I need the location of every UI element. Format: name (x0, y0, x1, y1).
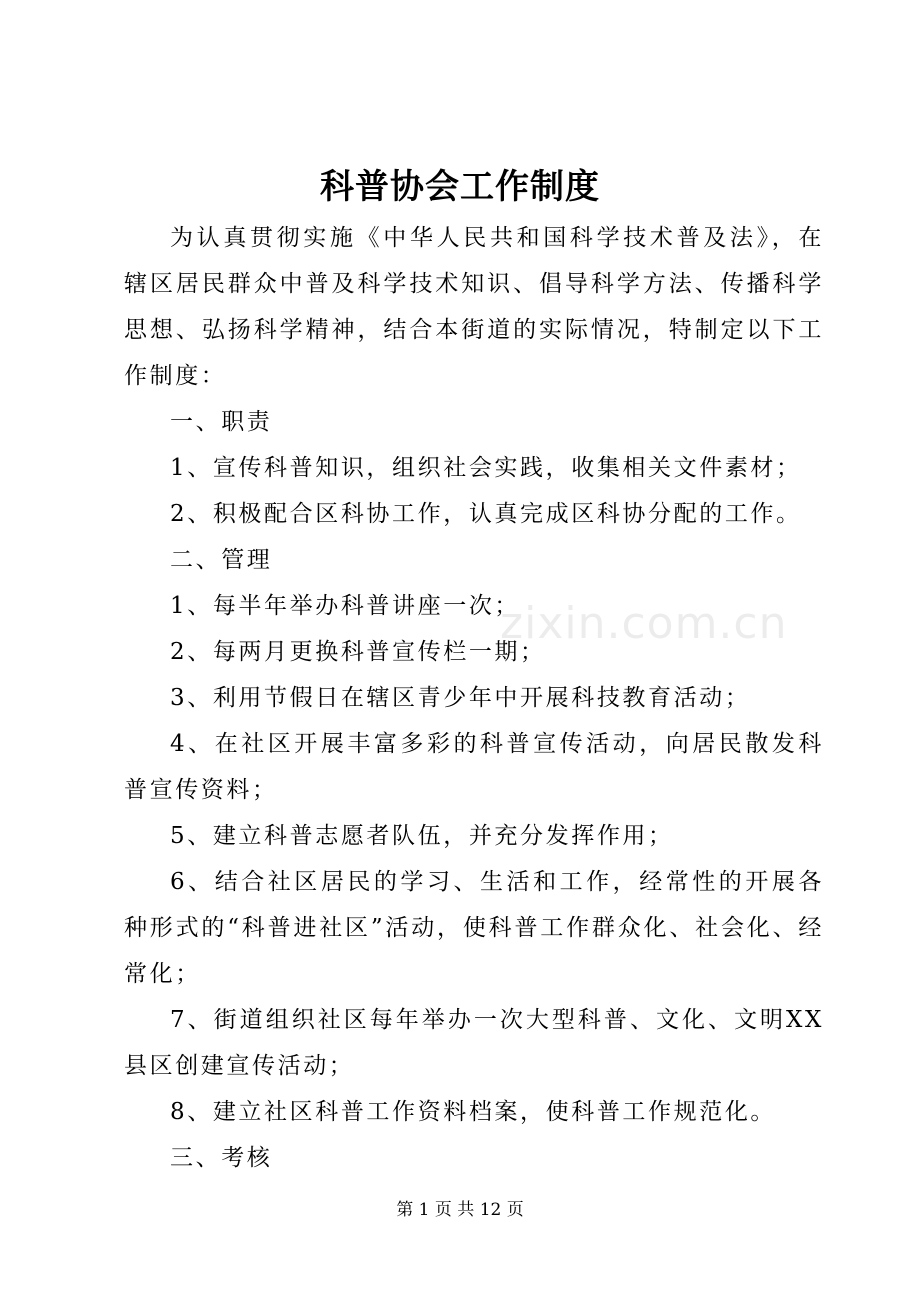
document-body (124, 215, 824, 1181)
management-item-5: 5、建立科普志愿者队伍，并充分发挥作用； (170, 823, 674, 849)
management-item-8: 8、建立社区科普工作资料档案，使科普工作规范化。 (170, 1099, 777, 1125)
management-item-1: 1、每半年举办科普讲座一次； (170, 593, 521, 619)
management-item-4: 4、在社区开展丰富多彩的科普宣传活动，向居民散发科普宣传资料； (124, 731, 824, 803)
management-item-2: 2、每两月更换科普宣传栏一期； (170, 639, 546, 665)
management-item-7: 7、街道组织社区每年举办一次大型科普、文化、文明XX县区创建宣传活动； (124, 1007, 824, 1079)
section-heading-assessment: 三、考核 (170, 1145, 273, 1171)
section-heading-management: 二、管理 (170, 547, 273, 573)
management-item-6: 6、结合社区居民的学习、生活和工作，经常性的开展各种形式的“科普进社区”活动，使科普工作群众化、社会化、经常化； (124, 869, 824, 987)
management-item-3: 3、利用节假日在辖区青少年中开展科技教育活动； (170, 685, 751, 711)
section-heading-duties: 一、职责 (170, 409, 273, 435)
duty-item-1: 1、宣传科普知识，组织社会实践，收集相关文件素材； (170, 455, 802, 481)
duty-item-2: 2、积极配合区科协工作，认真完成区科协分配的工作。 (170, 501, 802, 527)
watermark-text: zixin.com.cn (500, 598, 788, 649)
page-footer: 第 1 页 共 12 页 (396, 1200, 524, 1220)
intro-paragraph: 为认真贯彻实施《中华人民共和国科学技术普及法》，在辖区居民群众中普及科学技术知识、倡导科学方法、传播科学思想、弘扬科学精神，结合本街道的实际情况，特制定以下工作制度： (124, 225, 824, 389)
document-title: 科普协会工作制度 (320, 167, 600, 207)
